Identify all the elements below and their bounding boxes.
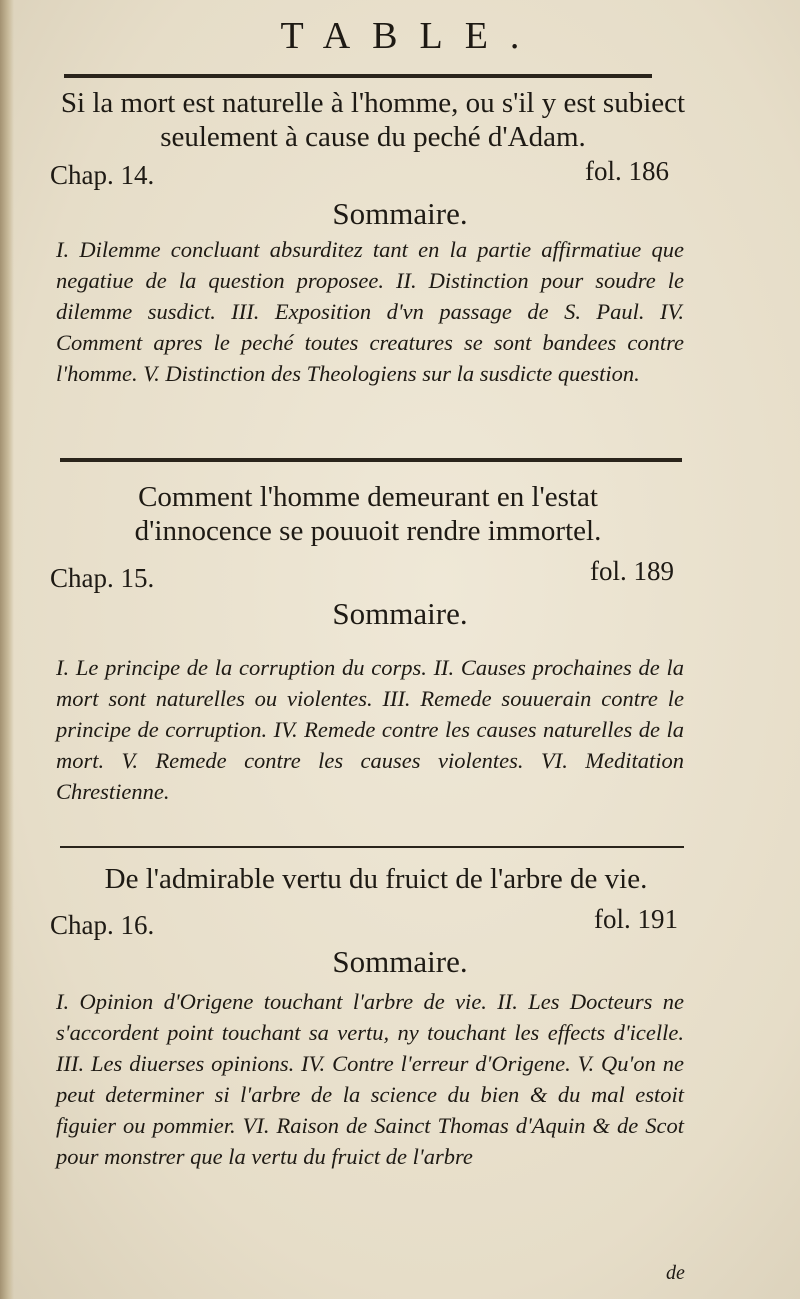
catchword: de: [666, 1262, 685, 1284]
section-rule: [60, 846, 684, 848]
chapter-title: De l'admirable vertu du fruict de l'arbre de vie.: [104, 863, 648, 895]
section-rule: [60, 458, 682, 462]
chapter-number: Chap. 16.: [50, 910, 155, 940]
sommaire-heading: Sommaire.: [332, 596, 468, 631]
chapter-title: Si la mort est naturelle à l'homme, ou s'il y est subiect seulement à cause du peché d'Adam.: [60, 87, 686, 153]
folio-reference: fol. 186: [585, 156, 669, 186]
chapter-summary: I. Dilemme concluant absurditez tant en la partie affirmatiue que negatiue de la question proposee. II. Distinction pour soudre le dilemme susdict. III. Exposition d'vn passage de S. Paul. IV. Comment apres le peché toutes creatures se sont bandees contre l'homme. V. Distinction des Theologiens sur la susdicte question.: [56, 237, 684, 386]
folio-reference: fol. 189: [590, 556, 674, 586]
chapter-summary: I. Le principe de la corruption du corps. II. Causes prochaines de la mort sont naturelles ou violentes. III. Remede souuerain contre le principe de corruption. IV. Remede contre les causes naturelles de la mort. V. Remede contre les causes violentes. VI. Meditation Chrestienne.: [56, 655, 684, 804]
page-binding-edge: [0, 0, 14, 1299]
chapter-number: Chap. 14.: [50, 160, 155, 190]
chapter-title: Comment l'homme demeurant en l'estat d'innocence se pouuoit rendre immortel.: [134, 481, 602, 547]
running-head: TABLE.: [280, 15, 542, 57]
sommaire-heading: Sommaire.: [332, 196, 468, 231]
sommaire-heading: Sommaire.: [332, 944, 468, 979]
folio-reference: fol. 191: [594, 904, 678, 934]
chapter-summary: I. Opinion d'Origene touchant l'arbre de vie. II. Les Docteurs ne s'accordent point touchant sa vertu, ny touchant les effects d'icelle. III. Les diuerses opinions. IV. Contre l'erreur d'Origene. V. Qu'on ne peut determiner si l'arbre de la science du bien & du mal estoit figuier ou pommier. VI. Raison de Sainct Thomas d'Aquin & de Scot pour monstrer que la vertu du fruict de l'arbre: [56, 989, 684, 1169]
chapter-number: Chap. 15.: [50, 563, 155, 593]
section-rule: [64, 74, 652, 78]
